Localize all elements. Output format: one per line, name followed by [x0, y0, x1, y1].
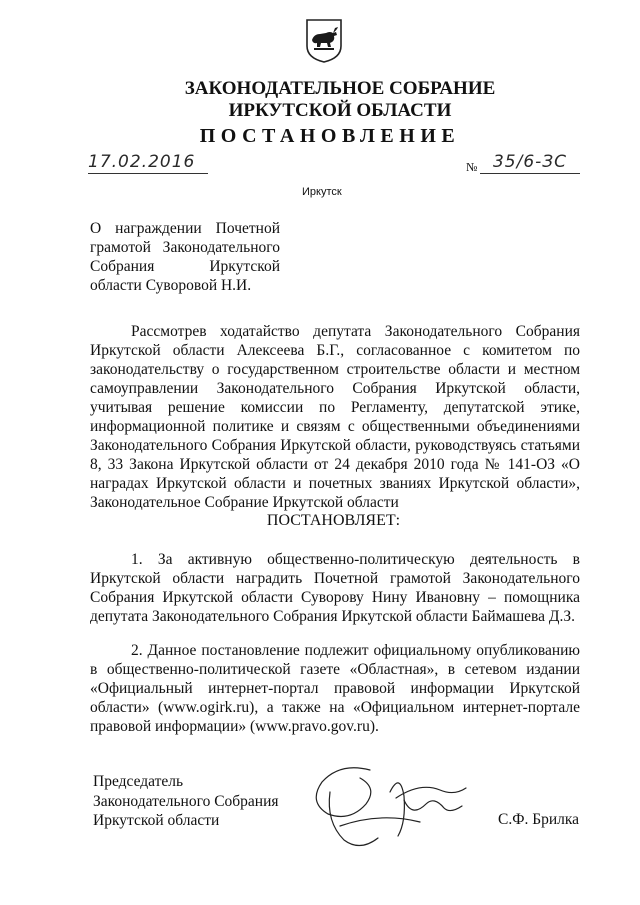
signatory-name: С.Ф. Брилка: [498, 811, 580, 828]
document-number: 35/6-ЗС: [480, 152, 580, 174]
signatory-title-line2: Законодательного Собрания: [93, 792, 279, 810]
signatory-title-line3: Иркутской области: [93, 812, 220, 829]
preamble-paragraph: Рассмотрев ходатайство депутата Законодательного Собрания Иркутской области Алексеева Б.Г., согласованное с комитетом по законодательству о государственном строительстве области и местном самоуправлении Законодательного Собрания Иркутской области, учитывая решение комиссии по Регламенту, депутатской этике, информационной политике и связям с общественными объединениями Законодательного Собрания Иркутской области, руководствуясь статьями 8, 33 Закона Иркутской области от 24 декабря 2010 года № 141-ОЗ «О наградах Иркутской области и почетных званиях Иркутской области», Законодательное Собрание Иркутской области: [90, 323, 580, 511]
document-date: 17.02.2016: [88, 152, 208, 174]
signatory-title-line1: Председатель: [93, 773, 184, 790]
org-name-line2: ИРКУТСКОЙ ОБЛАСТИ: [228, 100, 452, 121]
irkutsk-coat-of-arms-icon: [304, 18, 344, 64]
org-name-line1: ЗАКОНОДАТЕЛЬНОЕ СОБРАНИЕ: [184, 78, 496, 99]
document-type-title: ПОСТАНОВЛЕНИЕ: [199, 125, 461, 147]
resolution-item-2: 2. Данное постановление подлежит официальному опубликованию в общественно-политической газете «Областная», в сетевом издании «Официальный интернет-портал правовой информации Иркутской области» (www.ogirk.ru), а также на «Официальном интернет-портале правовой информации» (www.pravo.gov.ru).: [90, 642, 580, 735]
handwritten-signature: [300, 752, 520, 862]
document-subject: О награждении Почетной грамотой Законодательного Собрания Иркутской области Суворовой Н.И.: [90, 220, 280, 294]
number-label: №: [466, 160, 478, 174]
resolves-heading: ПОСТАНОВЛЯЕТ:: [266, 512, 401, 529]
signatory-title: [93, 772, 279, 831]
resolution-item-1: 1. За активную общественно-политическую деятельность в Иркутской области наградить Почетной грамотой Законодательного Собрания Иркутской области Суворову Нину Ивановну – помощника депутата Законодательного Собрания Иркутской области Баймашева Д.З.: [90, 551, 580, 625]
city-name: Иркутск: [302, 186, 342, 198]
